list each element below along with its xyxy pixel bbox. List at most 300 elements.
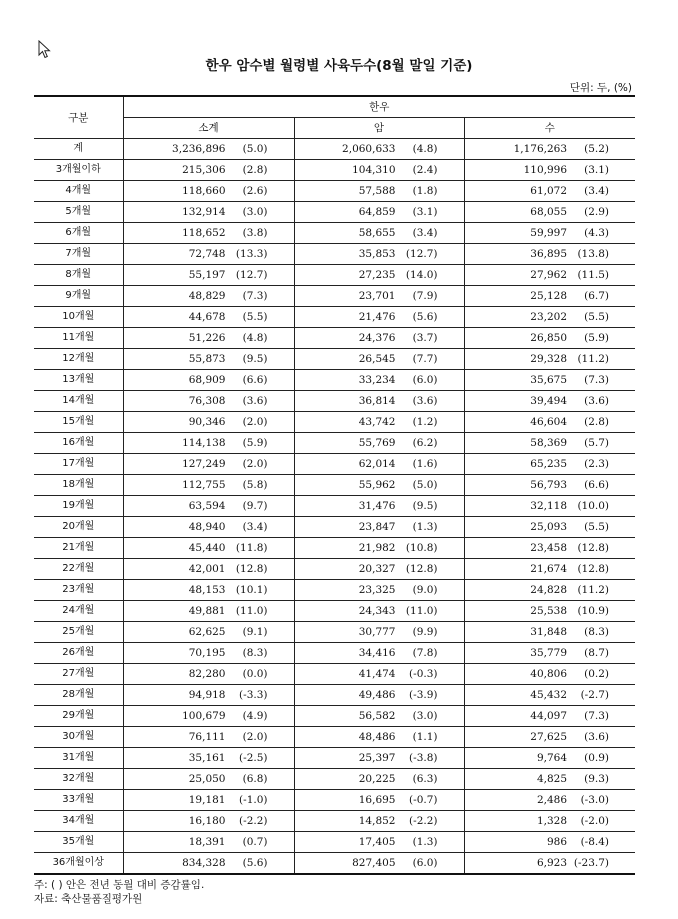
female-change-rate: (3.1) — [412, 206, 438, 218]
female-cell — [294, 769, 464, 790]
female-count: 43,742 — [358, 416, 396, 428]
male-count: 1,176,263 — [513, 143, 568, 155]
male-count: 6,923 — [536, 857, 568, 869]
female-change-rate: (9.5) — [412, 500, 438, 512]
table-row — [34, 664, 635, 685]
female-count: 30,777 — [358, 626, 396, 638]
subtotal-count: 48,829 — [188, 290, 226, 302]
subtotal-change-rate: (6.8) — [242, 773, 268, 785]
male-cell — [464, 349, 635, 370]
table-row — [34, 538, 635, 559]
female-cell — [294, 559, 464, 580]
subtotal-count: 51,226 — [188, 332, 226, 344]
subtotal-change-rate: (12.8) — [235, 563, 268, 575]
subtotal-change-rate: (3.6) — [242, 395, 268, 407]
male-change-rate: (-2.0) — [580, 815, 610, 827]
row-label: 6개월 — [34, 223, 123, 244]
subtotal-change-rate: (5.8) — [242, 479, 268, 491]
female-change-rate: (7.7) — [412, 353, 438, 365]
male-change-rate: (-2.7) — [580, 689, 610, 701]
table-row — [34, 748, 635, 769]
male-cell — [464, 643, 635, 664]
female-cell — [294, 496, 464, 517]
female-change-rate: (1.1) — [412, 731, 438, 743]
female-count: 31,476 — [358, 500, 396, 512]
male-count: 25,093 — [530, 521, 568, 533]
male-count: 25,128 — [530, 290, 568, 302]
male-change-rate: (2.9) — [584, 206, 610, 218]
male-cell — [464, 748, 635, 769]
male-cell — [464, 433, 635, 454]
male-count: 4,825 — [536, 773, 568, 785]
female-count: 62,014 — [358, 458, 396, 470]
female-count: 24,343 — [358, 605, 396, 617]
male-cell — [464, 853, 635, 875]
subtotal-count: 118,652 — [182, 227, 226, 239]
male-change-rate: (-8.4) — [580, 836, 610, 848]
female-change-rate: (1.3) — [412, 836, 438, 848]
table-row — [34, 349, 635, 370]
female-count: 56,582 — [358, 710, 396, 722]
row-label: 12개월 — [34, 349, 123, 370]
female-cell — [294, 580, 464, 601]
female-count: 827,405 — [352, 857, 396, 869]
male-cell — [464, 622, 635, 643]
subtotal-change-rate: (12.7) — [235, 269, 268, 281]
male-change-rate: (4.3) — [584, 227, 610, 239]
subtotal-count: 68,909 — [188, 374, 226, 386]
livestock-table — [34, 95, 635, 875]
female-cell — [294, 160, 464, 181]
subtotal-count: 16,180 — [188, 815, 226, 827]
female-count: 2,060,633 — [342, 143, 396, 155]
female-change-rate: (9.0) — [412, 584, 438, 596]
female-cell — [294, 685, 464, 706]
subtotal-cell — [123, 181, 294, 202]
male-cell — [464, 202, 635, 223]
female-change-rate: (4.8) — [412, 143, 438, 155]
table-row — [34, 412, 635, 433]
male-cell — [464, 706, 635, 727]
male-change-rate: (9.3) — [584, 773, 610, 785]
subtotal-count: 100,679 — [182, 710, 226, 722]
female-cell — [294, 244, 464, 265]
female-change-rate: (5.6) — [412, 311, 438, 323]
table-row — [34, 433, 635, 454]
female-cell — [294, 706, 464, 727]
female-count: 55,769 — [358, 437, 396, 449]
female-change-rate: (-2.2) — [409, 815, 438, 827]
female-count: 55,962 — [358, 479, 396, 491]
subtotal-count: 127,249 — [182, 458, 226, 470]
male-change-rate: (3.6) — [584, 395, 610, 407]
table-row — [34, 706, 635, 727]
male-change-rate: (8.3) — [584, 626, 610, 638]
male-change-rate: (11.5) — [577, 269, 610, 281]
male-cell — [464, 664, 635, 685]
subtotal-count: 63,594 — [188, 500, 226, 512]
female-cell — [294, 391, 464, 412]
male-cell — [464, 181, 635, 202]
row-label: 23개월 — [34, 580, 123, 601]
male-count: 27,962 — [530, 269, 568, 281]
subtotal-count: 44,678 — [188, 311, 226, 323]
table-row — [34, 790, 635, 811]
female-cell — [294, 370, 464, 391]
unit-label: 단위: 두, (%) — [569, 82, 632, 94]
male-count: 59,997 — [530, 227, 568, 239]
male-cell — [464, 580, 635, 601]
subtotal-count: 82,280 — [188, 668, 226, 680]
male-cell — [464, 370, 635, 391]
subtotal-change-rate: (4.8) — [242, 332, 268, 344]
subtotal-change-rate: (4.9) — [242, 710, 268, 722]
subtotal-count: 72,748 — [188, 248, 226, 260]
male-cell — [464, 391, 635, 412]
female-cell — [294, 286, 464, 307]
male-count: 2,486 — [536, 794, 568, 806]
subtotal-cell — [123, 622, 294, 643]
male-change-rate: (7.3) — [584, 710, 610, 722]
row-label: 24개월 — [34, 601, 123, 622]
table-row — [34, 265, 635, 286]
female-cell — [294, 328, 464, 349]
male-cell — [464, 160, 635, 181]
table-row — [34, 223, 635, 244]
subtotal-change-rate: (5.5) — [242, 311, 268, 323]
female-count: 34,416 — [358, 647, 396, 659]
female-cell — [294, 307, 464, 328]
male-change-rate: (5.7) — [584, 437, 610, 449]
footnotes — [34, 878, 204, 906]
female-cell — [294, 223, 464, 244]
header-subtotal: 소계 — [123, 118, 294, 139]
male-change-rate: (-23.7) — [573, 857, 610, 869]
subtotal-count: 55,873 — [188, 353, 226, 365]
male-change-rate: (5.2) — [584, 143, 610, 155]
subtotal-change-rate: (8.3) — [242, 647, 268, 659]
table-row — [34, 307, 635, 328]
subtotal-cell — [123, 433, 294, 454]
subtotal-change-rate: (2.8) — [242, 164, 268, 176]
table-row — [34, 769, 635, 790]
subtotal-cell — [123, 496, 294, 517]
male-change-rate: (8.7) — [584, 647, 610, 659]
female-count: 21,982 — [358, 542, 396, 554]
row-label: 22개월 — [34, 559, 123, 580]
subtotal-cell — [123, 727, 294, 748]
subtotal-cell — [123, 748, 294, 769]
row-label: 35개월 — [34, 832, 123, 853]
row-label: 8개월 — [34, 265, 123, 286]
female-count: 35,853 — [358, 248, 396, 260]
row-label: 18개월 — [34, 475, 123, 496]
female-count: 16,695 — [358, 794, 396, 806]
male-count: 44,097 — [530, 710, 568, 722]
row-label: 29개월 — [34, 706, 123, 727]
female-cell — [294, 517, 464, 538]
subtotal-cell — [123, 853, 294, 875]
female-cell — [294, 538, 464, 559]
table-row — [34, 370, 635, 391]
female-change-rate: (-0.3) — [409, 668, 438, 680]
table-row — [34, 622, 635, 643]
male-count: 36,895 — [530, 248, 568, 260]
female-cell — [294, 853, 464, 875]
female-change-rate: (-0.7) — [409, 794, 438, 806]
table-row — [34, 580, 635, 601]
male-change-rate: (5.9) — [584, 332, 610, 344]
table-row — [34, 559, 635, 580]
subtotal-change-rate: (3.4) — [242, 521, 268, 533]
male-cell — [464, 811, 635, 832]
subtotal-cell — [123, 811, 294, 832]
male-count: 986 — [546, 836, 568, 848]
male-cell — [464, 286, 635, 307]
subtotal-cell — [123, 664, 294, 685]
male-change-rate: (13.8) — [577, 248, 610, 260]
female-change-rate: (14.0) — [405, 269, 438, 281]
subtotal-count: 132,914 — [182, 206, 226, 218]
male-cell — [464, 328, 635, 349]
page-title: 한우 암수별 월령별 사육두수(8월 말일 기준) — [205, 58, 473, 74]
female-cell — [294, 622, 464, 643]
female-change-rate: (6.2) — [412, 437, 438, 449]
female-change-rate: (-3.9) — [409, 689, 438, 701]
male-count: 65,235 — [530, 458, 568, 470]
row-label: 25개월 — [34, 622, 123, 643]
header-female: 암 — [294, 118, 464, 139]
female-change-rate: (9.9) — [412, 626, 438, 638]
row-label: 33개월 — [34, 790, 123, 811]
table-row — [34, 601, 635, 622]
subtotal-count: 118,660 — [182, 185, 226, 197]
subtotal-change-rate: (7.3) — [242, 290, 268, 302]
table-row — [34, 454, 635, 475]
subtotal-cell — [123, 790, 294, 811]
table-row — [34, 685, 635, 706]
subtotal-count: 42,001 — [188, 563, 226, 575]
female-count: 23,701 — [358, 290, 396, 302]
row-label: 28개월 — [34, 685, 123, 706]
subtotal-count: 25,050 — [188, 773, 226, 785]
male-count: 68,055 — [530, 206, 568, 218]
male-count: 35,779 — [530, 647, 568, 659]
subtotal-count: 3,236,896 — [172, 143, 226, 155]
male-count: 25,538 — [530, 605, 568, 617]
male-change-rate: (11.2) — [577, 584, 610, 596]
row-label: 19개월 — [34, 496, 123, 517]
male-change-rate: (0.2) — [584, 668, 610, 680]
female-count: 25,397 — [358, 752, 396, 764]
subtotal-change-rate: (10.1) — [235, 584, 268, 596]
male-change-rate: (10.0) — [577, 500, 610, 512]
female-cell — [294, 412, 464, 433]
female-change-rate: (11.0) — [405, 605, 438, 617]
subtotal-change-rate: (0.0) — [242, 668, 268, 680]
subtotal-change-rate: (9.7) — [242, 500, 268, 512]
male-cell — [464, 601, 635, 622]
male-cell — [464, 139, 635, 160]
male-change-rate: (7.3) — [584, 374, 610, 386]
subtotal-cell — [123, 370, 294, 391]
male-count: 1,328 — [536, 815, 568, 827]
subtotal-count: 49,881 — [188, 605, 226, 617]
subtotal-cell — [123, 160, 294, 181]
male-count: 40,806 — [530, 668, 568, 680]
female-cell — [294, 202, 464, 223]
male-cell — [464, 559, 635, 580]
female-change-rate: (3.0) — [412, 710, 438, 722]
row-label: 11개월 — [34, 328, 123, 349]
subtotal-change-rate: (11.0) — [235, 605, 268, 617]
male-change-rate: (12.8) — [577, 542, 610, 554]
row-label: 10개월 — [34, 307, 123, 328]
male-count: 56,793 — [530, 479, 568, 491]
subtotal-change-rate: (2.0) — [242, 458, 268, 470]
row-label: 30개월 — [34, 727, 123, 748]
female-change-rate: (6.0) — [412, 374, 438, 386]
subtotal-cell — [123, 391, 294, 412]
female-count: 33,234 — [358, 374, 396, 386]
header-category: 구분 — [34, 96, 123, 139]
subtotal-cell — [123, 475, 294, 496]
row-label: 27개월 — [34, 664, 123, 685]
male-cell — [464, 769, 635, 790]
female-change-rate: (1.6) — [412, 458, 438, 470]
table-row — [34, 181, 635, 202]
table-row — [34, 853, 635, 875]
male-cell — [464, 265, 635, 286]
subtotal-change-rate: (5.0) — [242, 143, 268, 155]
subtotal-cell — [123, 286, 294, 307]
female-count: 36,814 — [358, 395, 396, 407]
footnote-source: 자료: 축산물품질평가원 — [34, 893, 143, 905]
table-row — [34, 643, 635, 664]
subtotal-cell — [123, 454, 294, 475]
subtotal-cell — [123, 244, 294, 265]
row-label: 9개월 — [34, 286, 123, 307]
subtotal-change-rate: (0.7) — [242, 836, 268, 848]
female-count: 20,327 — [358, 563, 396, 575]
male-count: 58,369 — [530, 437, 568, 449]
female-cell — [294, 265, 464, 286]
row-label: 4개월 — [34, 181, 123, 202]
table-row — [34, 517, 635, 538]
female-cell — [294, 139, 464, 160]
male-count: 32,118 — [530, 500, 568, 512]
subtotal-count: 55,197 — [188, 269, 226, 281]
female-change-rate: (-3.8) — [409, 752, 438, 764]
subtotal-cell — [123, 202, 294, 223]
row-label: 7개월 — [34, 244, 123, 265]
female-count: 49,486 — [358, 689, 396, 701]
male-change-rate: (0.9) — [584, 752, 610, 764]
subtotal-count: 215,306 — [182, 164, 226, 176]
male-change-rate: (6.6) — [584, 479, 610, 491]
row-label: 34개월 — [34, 811, 123, 832]
female-count: 17,405 — [358, 836, 396, 848]
male-count: 39,494 — [530, 395, 568, 407]
subtotal-change-rate: (-2.5) — [239, 752, 268, 764]
female-change-rate: (12.8) — [405, 563, 438, 575]
female-change-rate: (1.2) — [412, 416, 438, 428]
subtotal-count: 45,440 — [188, 542, 226, 554]
female-change-rate: (3.7) — [412, 332, 438, 344]
subtotal-change-rate: (-1.0) — [239, 794, 268, 806]
table-row — [34, 391, 635, 412]
subtotal-change-rate: (9.1) — [242, 626, 268, 638]
table-row — [34, 139, 635, 160]
table-row — [34, 328, 635, 349]
male-cell — [464, 307, 635, 328]
female-cell — [294, 664, 464, 685]
male-change-rate: (2.8) — [584, 416, 610, 428]
male-cell — [464, 223, 635, 244]
subtotal-cell — [123, 706, 294, 727]
male-count: 23,458 — [530, 542, 568, 554]
subtotal-count: 19,181 — [188, 794, 226, 806]
table-row — [34, 475, 635, 496]
male-cell — [464, 475, 635, 496]
row-label: 13개월 — [34, 370, 123, 391]
row-label: 31개월 — [34, 748, 123, 769]
female-cell — [294, 811, 464, 832]
header-row-group — [34, 96, 635, 118]
female-count: 58,655 — [358, 227, 396, 239]
female-count: 23,847 — [358, 521, 396, 533]
male-cell — [464, 496, 635, 517]
subtotal-change-rate: (-2.2) — [239, 815, 268, 827]
male-cell — [464, 538, 635, 559]
subtotal-change-rate: (2.0) — [242, 731, 268, 743]
male-count: 31,848 — [530, 626, 568, 638]
male-count: 35,675 — [530, 374, 568, 386]
female-count: 104,310 — [352, 164, 396, 176]
male-change-rate: (11.2) — [577, 353, 610, 365]
female-cell — [294, 181, 464, 202]
subtotal-cell — [123, 223, 294, 244]
female-count: 57,588 — [358, 185, 396, 197]
subtotal-count: 76,111 — [188, 731, 226, 743]
male-cell — [464, 517, 635, 538]
row-label: 17개월 — [34, 454, 123, 475]
male-count: 23,202 — [530, 311, 568, 323]
row-label: 20개월 — [34, 517, 123, 538]
row-label: 21개월 — [34, 538, 123, 559]
subtotal-cell — [123, 328, 294, 349]
subtotal-count: 18,391 — [188, 836, 226, 848]
subtotal-change-rate: (13.3) — [235, 248, 268, 260]
female-cell — [294, 601, 464, 622]
female-change-rate: (7.9) — [412, 290, 438, 302]
male-cell — [464, 454, 635, 475]
male-count: 27,625 — [530, 731, 568, 743]
male-change-rate: (3.1) — [584, 164, 610, 176]
subtotal-count: 90,346 — [188, 416, 226, 428]
subtotal-count: 70,195 — [188, 647, 226, 659]
female-count: 48,486 — [358, 731, 396, 743]
male-count: 46,604 — [530, 416, 568, 428]
subtotal-count: 35,161 — [188, 752, 226, 764]
footnote-note: 주: ( ) 안은 전년 동월 대비 증감률임. — [34, 879, 205, 891]
male-change-rate: (2.3) — [584, 458, 610, 470]
subtotal-count: 112,755 — [182, 479, 226, 491]
subtotal-change-rate: (5.9) — [242, 437, 268, 449]
male-change-rate: (6.7) — [584, 290, 610, 302]
female-cell — [294, 748, 464, 769]
subtotal-count: 62,625 — [188, 626, 226, 638]
